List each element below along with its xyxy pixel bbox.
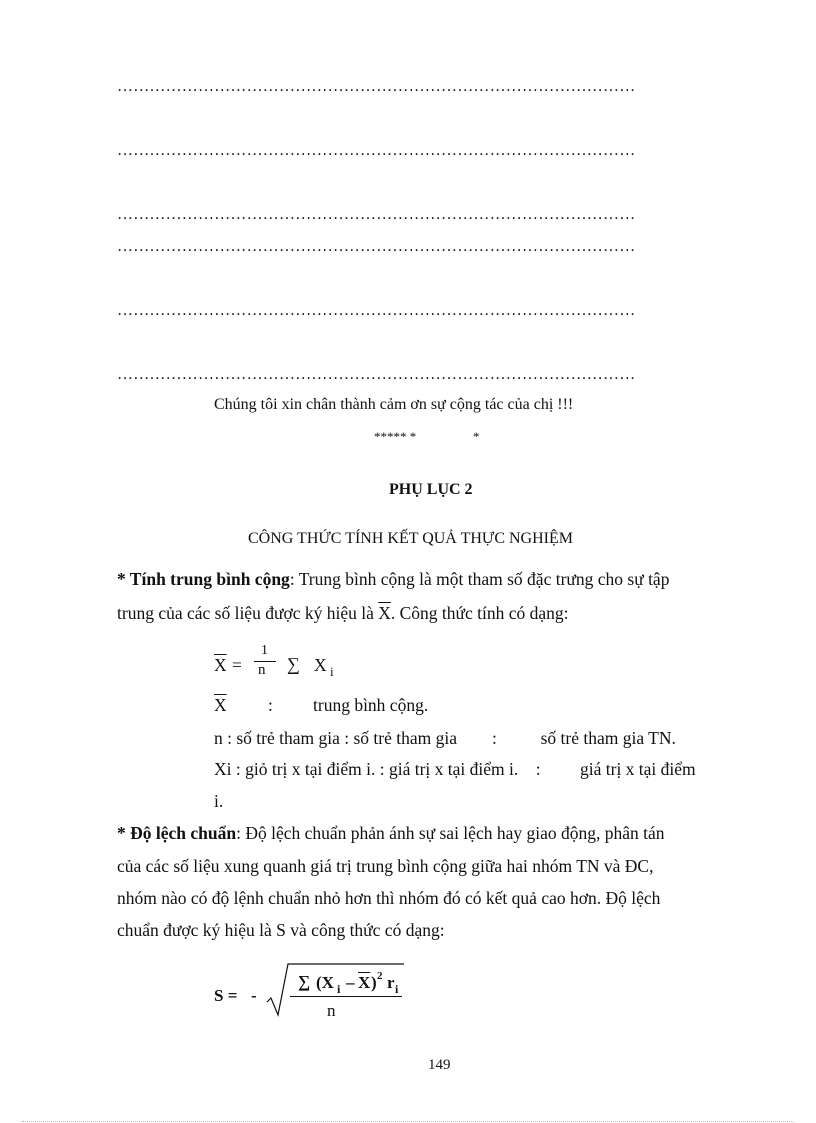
std-formula-minus: - bbox=[251, 986, 257, 1005]
std-label: * Độ lệch chuẩn bbox=[117, 823, 237, 843]
mean-formula-lhs: $\overline{X}$ bbox=[214, 655, 227, 675]
mean-formula-num: 1 bbox=[261, 643, 268, 658]
def-xi: Xi : giỏ trị x tại điểm i. : giá trị x tại điểm i. : giá trị x tại điểm bbox=[214, 759, 696, 779]
mean-formula-sub: i bbox=[330, 664, 334, 679]
section-title: CÔNG THỨC TÍNH KẾT QUẢ THỰC NGHIỆM bbox=[248, 530, 573, 547]
std-formula-close: ) bbox=[371, 973, 377, 992]
std-formula-lhs: S = bbox=[214, 986, 238, 1005]
std-paragraph-line-1 bbox=[117, 823, 665, 844]
std-text-1: : Độ lệch chuẩn phản ánh sự sai lệch hay giao động, phân tán bbox=[236, 823, 665, 843]
std-formula-open: (X bbox=[316, 973, 334, 992]
mean-paragraph-line-1 bbox=[117, 569, 669, 590]
std-formula-sum: ∑ bbox=[298, 972, 311, 991]
mean-text-2: trung của các số liệu được ký hiệu là bbox=[117, 603, 379, 623]
mean-formula-eq: = bbox=[232, 655, 242, 675]
def-mean-text: trung bình cộng. bbox=[313, 695, 429, 715]
thanks-text: Chúng tôi xin chân thành cảm ơn sự cộng tác của chị !!! bbox=[214, 396, 574, 413]
dotted-line-5: …………………………………………………………………………………… bbox=[117, 302, 636, 319]
sqrt-sign bbox=[266, 962, 406, 1018]
page-number: 149 bbox=[428, 1057, 451, 1073]
std-paragraph-line-4: chuẩn được ký hiệu là S và công thức có dạng: bbox=[117, 920, 445, 940]
page-bottom-border bbox=[22, 1121, 794, 1122]
dotted-line-3: …………………………………………………………………………………… bbox=[117, 206, 636, 223]
mean-text-3: . Công thức tính có dạng: bbox=[390, 603, 569, 623]
mean-label: * Tính trung bình cộng bbox=[117, 569, 290, 589]
std-formula-minus2: – bbox=[346, 973, 355, 992]
std-formula-xbar: $\overline{X}$ bbox=[358, 973, 371, 992]
std-paragraph-line-2: của các số liệu xung quanh giá trị trung bình cộng giữa hai nhóm TN và ĐC, bbox=[117, 856, 654, 876]
dotted-line-6: …………………………………………………………………………………… bbox=[117, 366, 636, 383]
def-xi-cont: i. bbox=[214, 791, 224, 811]
mean-formula-x: X bbox=[314, 655, 327, 675]
std-formula-r-sub: i bbox=[395, 982, 399, 996]
std-formula-r: r bbox=[387, 973, 395, 992]
stars-right: * bbox=[473, 429, 480, 444]
def-symbol: $\overline{X}$ bbox=[214, 695, 227, 715]
def-n: n : số trẻ tham gia : số trẻ tham gia : số trẻ tham gia TN. bbox=[214, 728, 676, 748]
dotted-line-2: …………………………………………………………………………………… bbox=[117, 142, 636, 159]
stars-left: ***** * bbox=[374, 429, 417, 444]
mean-symbol: $\overline{X}$ bbox=[378, 603, 391, 623]
mean-paragraph-line-2 bbox=[117, 603, 569, 624]
std-fraction-bar bbox=[290, 996, 402, 997]
def-colon: : bbox=[268, 695, 273, 715]
std-formula-sq: 2 bbox=[377, 970, 383, 982]
dotted-line-4: …………………………………………………………………………………… bbox=[117, 238, 636, 255]
appendix-title: PHỤ LỤC 2 bbox=[389, 481, 473, 498]
std-formula-sub-i: i bbox=[337, 982, 341, 996]
mean-formula-den: n bbox=[258, 662, 266, 678]
mean-text-1: : Trung bình cộng là một tham số đặc trưng cho sự tập bbox=[289, 569, 670, 589]
dotted-line-1: …………………………………………………………………………………… bbox=[117, 78, 636, 95]
std-formula-den: n bbox=[327, 1001, 336, 1020]
mean-formula-sum: ∑ bbox=[287, 654, 300, 674]
std-paragraph-line-3: nhóm nào có độ lệnh chuẩn nhỏ hơn thì nhóm đó có kết quả cao hơn. Độ lệch bbox=[117, 888, 661, 908]
